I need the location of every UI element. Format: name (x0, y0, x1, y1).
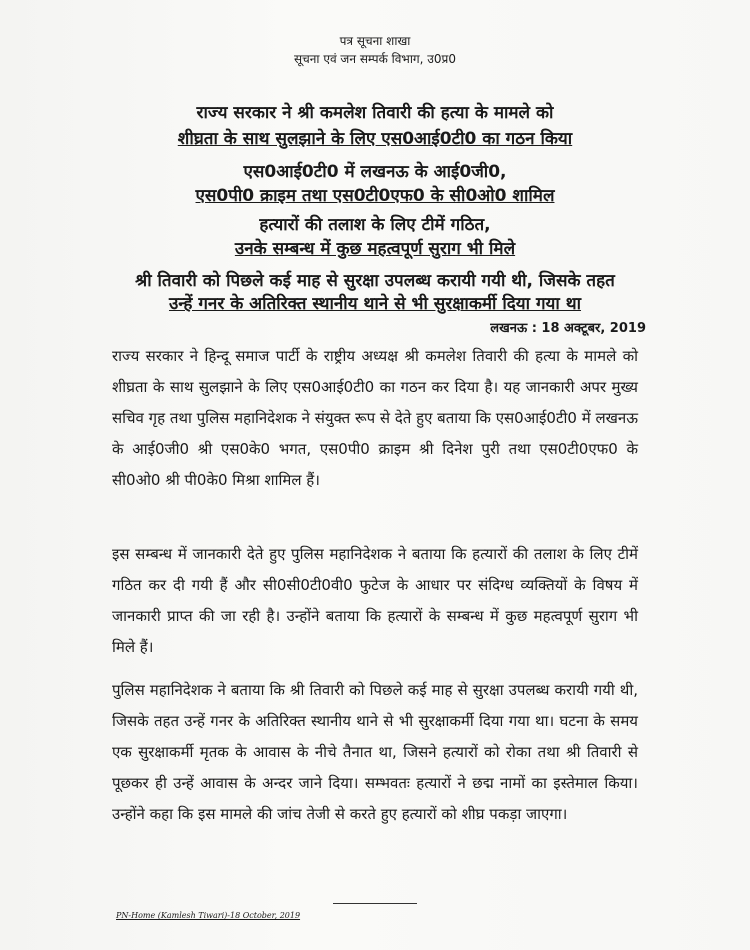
headline-4: एस0पी0 क्राइम तथा एस0टी0एफ0 के सी0ओ0 शामिल (195, 186, 555, 206)
department-subtitle: सूचना एवं जन सम्पर्क विभाग, उ0प्र0 (294, 52, 456, 66)
headline-5: हत्यारों की तलाश के लिए टीमें गठित, (259, 215, 491, 235)
headline-8: उन्हें गनर के अतिरिक्त स्थानीय थाने से भी सुरक्षाकर्मी दिया गया था (168, 294, 582, 314)
headline-6: उनके सम्बन्ध में कुछ महत्वपूर्ण सुराग भी मिले (234, 239, 516, 259)
headline-2: शीघ्रता के साथ सुलझाने के लिए एस0आई0टी0 का गठन किया (177, 129, 573, 149)
dateline: लखनऊ : 18 अक्टूबर, 2019 (490, 321, 646, 336)
footer-reference: PN-Home (Kamlesh Tiwari)-18 October, 2019 (116, 911, 301, 920)
paragraph-1: राज्य सरकार ने हिन्दू समाज पार्टी के राष्ट्रीय अध्यक्ष श्री कमलेश तिवारी की हत्या के मामले को शीघ्रता के साथ सुलझाने के लिए एस0आई0टी0 का गठन कर दिया है। यह जानकारी अपर मुख्य सचिव गृह तथा पुलिस महानिदेशक ने संयुक्त रूप से देते हुए बताया कि एस0आई0टी0 में लखनऊ के आई0जी0 श्री एस0के0 भगत, एस0पी0 क्राइम श्री दिनेश पुरी तथा एस0टी0एफ0 के सी0ओ0 श्री पी0के0 मिश्रा शामिल हैं। (112, 347, 638, 489)
separator-line (333, 903, 417, 904)
department-name: पत्र सूचना शाखा (339, 34, 411, 48)
headline-1: राज्य सरकार ने श्री कमलेश तिवारी की हत्या के मामले को (196, 103, 554, 123)
paragraph-3: पुलिस महानिदेशक ने बताया कि श्री तिवारी को पिछले कई माह से सुरक्षा उपलब्ध करायी गयी थी, जिसके तहत उन्हें गनर के अतिरिक्त स्थानीय थाने से भी सुरक्षाकर्मी दिया गया था। घटना के समय एक सुरक्षाकर्मी मृतक के आवास के नीचे तैनात था, जिसने हत्यारों को रोका तथा श्री तिवारी से पूछकर ही उन्हें आवास के अन्दर जाने दिया। सम्भवतः हत्यारों ने छद्म नामों का इस्तेमाल किया। उन्होंने कहा कि इस मामले की जांच तेजी से करते हुए हत्यारों को शीघ्र पकड़ा जाएगा। (112, 681, 638, 823)
headline-7: श्री तिवारी को पिछले कई माह से सुरक्षा उपलब्ध करायी गयी थी, जिसके तहत (135, 271, 615, 291)
paragraph-2: इस सम्बन्ध में जानकारी देते हुए पुलिस महानिदेशक ने बताया कि हत्यारों की तलाश के लिए टीमें गठित कर दी गयी हैं और सी0सी0टी0वी0 फुटेज के आधार पर संदिग्ध व्यक्तियों के विषय में जानकारी प्राप्त की जा रही है। उन्होंने बताया कि हत्यारों के सम्बन्ध में कुछ महत्वपूर्ण सुराग भी मिले हैं। (112, 545, 638, 656)
headline-3: एस0आई0टी0 में लखनऊ के आई0जी0, (243, 162, 507, 182)
